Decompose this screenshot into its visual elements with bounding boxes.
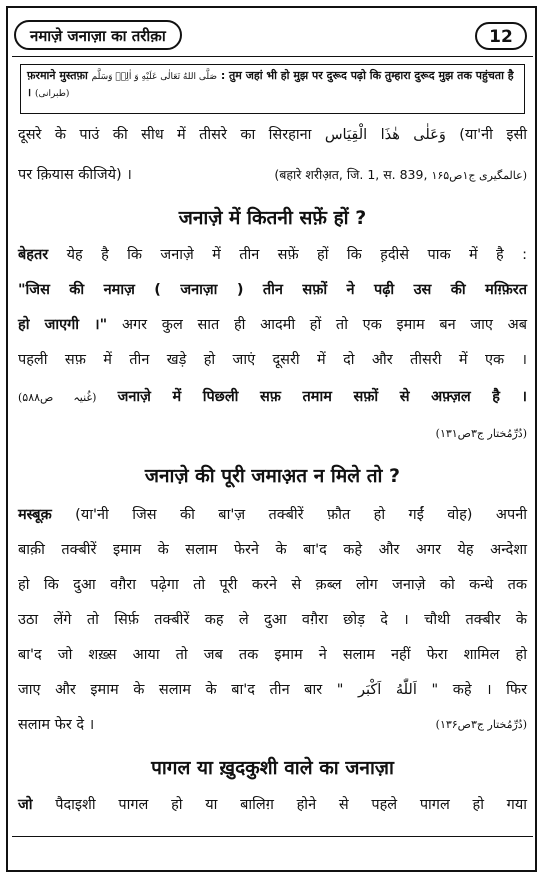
heading-incomplete-congregation: जनाज़े की पूरी जमाअ़त न मिले तो ? [144,465,401,487]
book-title: नमाज़े जनाज़ा का तरीक़ा [14,20,182,50]
para3-line2: बाक़ी तक्बीरें इमाम के सलाम फेरने के बा'द कहे और अगर येह अन्देशा [18,542,527,558]
para3-line4: उठा लेंगे तो सिर्फ़ तक्बीरें कह ले दुआ वग़ैरा छोड़ दे । चौथी तक्बीर के [18,612,527,628]
saying-box [20,64,525,114]
para3-line7-text: सलाम फेर दे । [18,717,95,733]
para3-line6-a: जाए और इमाम के सलाम के बा'द तीन बार " [18,682,344,698]
para1-line2 [18,164,527,187]
para3-ref: (دُرِّمُختار ج۳ص۱۳۶) [435,718,527,731]
para3-line1-rest: (या'नी जिस की बा'ज़ तक्बीरें फ़ौत हो गईं वोह) अपनी [75,507,527,523]
saying-text: : तुम जहां भी हो मुझ पर दुरूद पढ़ो कि तुम्हारा दुरूद मुझ तक पहुंचता है । [27,69,514,99]
para2-line1-rest: येह है कि जनाज़े में तीन सफ़ें हों कि ह़दीसे पाक में है : [66,247,527,263]
para2-line3-rest: अगर कुल सात ही आदमी हों तो एक इमाम बन जाए अब [121,317,528,333]
para2-line3 [18,314,527,336]
para1-ref [274,164,527,187]
para1-arabic: وَعَلٰى هٰذَا الْقِيَاس [324,127,446,143]
para1-line2-text: पर क़ियास कीजिये) । [18,167,132,183]
takbir-arabic: اَللّٰهُ اَكْبَر [357,682,417,698]
para2-line5-bold: जनाज़े में पिछली सफ़ तमाम सफ़ों से अफ़्ज़ल है । [117,389,528,405]
para1-ref-arabic: عالمگیری ج۱ص۱۶۵) [431,169,527,182]
header-divider [12,56,533,57]
para2-line4: पहली सफ़ में तीन खड़े हो जाएं दूसरी में दो और तीसरी में एक । [18,352,527,368]
para2-ref-ghunya: (غُنیہ ص۵۸۸) [18,391,97,404]
footer-divider [12,836,533,837]
page-number: 12 [475,22,527,50]
para4-line1 [18,794,527,816]
para1-line1 [18,124,527,146]
para2-line3-bold: हो जाएगी ।" [18,317,108,333]
para1-line1-a: दूसरे के पाउं की सीध में तीसरे का सिरहाना [18,127,312,143]
para2-line2: "जिस की नमाज़ ( जनाज़ा ) तीन सफ़ों ने पढ़ी उस की मग़्फ़िरत [18,282,527,298]
para3-line3: हो कि दुआ वग़ैरा पढ़ेगा तो पूरी करने से क़ब्ल लोग जनाज़े को कन्धे तक [18,577,527,593]
para2-ref-durr-text: (دُرِّمُختار ج۳ص۱۳۱) [435,427,527,440]
para3-line6 [18,679,527,701]
para4-line1-rest: पैदाइशी पागल हो या बालिग़ होने से पहले पागल हो गया [55,797,528,813]
para3-line1-bold: मस्बूक़ [18,507,52,523]
para2-line1-bold: बेहतर [18,247,49,263]
durood-text: صَلَّى اللهُ تَعَالٰى عَلَيْهِ وَ اٰلِهٖ وَسَلَّم [91,72,217,82]
heading-rows: जनाज़े में कितनी सफ़ें हों ? [178,207,367,229]
para3-line5: बा'द जो शख़्स आया तो जब तक इमाम ने सलाम नहीं फेरा शामिल हो [18,647,527,663]
para2-line5 [18,386,527,409]
saying-label: फ़रमाने मुस्तफ़ा [27,69,88,82]
para3-line6-b: " कहे । फिर [431,682,528,698]
para1-line1-b: (या'नी इसी [459,127,528,143]
para3-line1 [18,504,527,526]
para4-line1-bold: जो [18,797,33,813]
para3-line7 [18,714,527,736]
para2-ref-durr [18,423,527,444]
para2-line1 [18,244,527,266]
para1-ref-hindi: (बहारे शरीअ़त, जि. 1, स. 839, [274,167,428,182]
heading-insane-suicide: पागल या ख़ुदकुशी वाले का जनाज़ा [151,757,394,779]
saying-source: (طبرانی) [35,89,70,99]
